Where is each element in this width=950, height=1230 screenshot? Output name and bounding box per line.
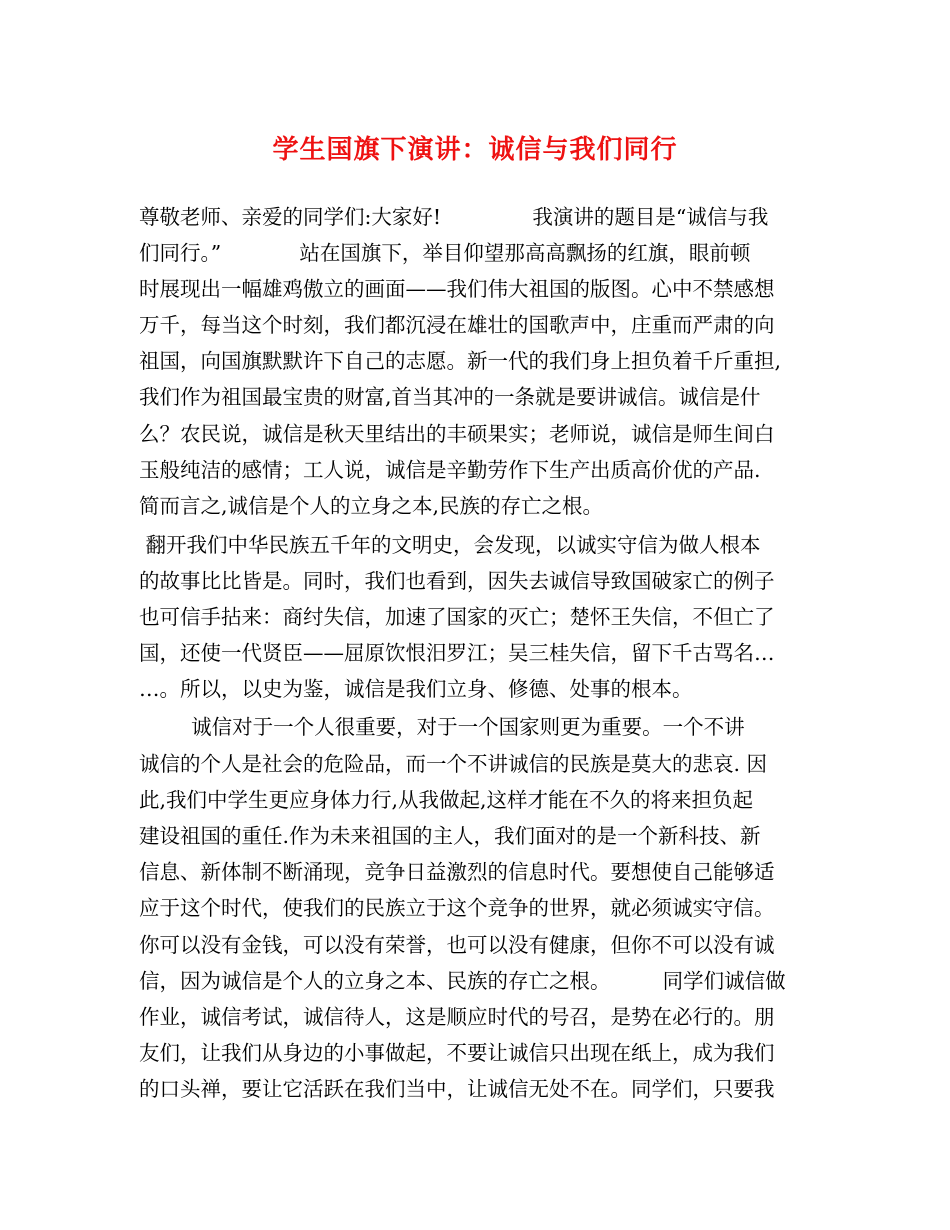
- body-line: 翻开我们中华民族五千年的文明史，会发现，以诚实守信为做人根本: [139, 533, 761, 557]
- body-line: 尊敬老师、亲爱的同学们:大家好! 我演讲的题目是“诚信与我: [139, 205, 769, 229]
- body-line: 诚信对于一个人很重要，对于一个国家则更为重要。一个不讲: [139, 715, 745, 739]
- body-line: 我们作为祖国最宝贵的财富,首当其冲的一条就是要讲诚信。诚信是什: [139, 385, 761, 409]
- body-line: 应于这个时代，使我们的民族立于这个竞争的世界，就必须诚实守信。: [139, 896, 775, 920]
- body-line: 作业，诚信考试，诚信待人，这是顺应时代的号召，是势在必行的。朋: [139, 1005, 775, 1029]
- body-line: 么？农民说，诚信是秋天里结出的丰硕果实；老师说，诚信是师生间白: [139, 422, 775, 446]
- body-line: 此,我们中学生更应身体力行,从我做起,这样才能在不久的将来担负起: [139, 788, 754, 812]
- body-line: 的故事比比皆是。同时，我们也看到，因失去诚信导致国破家亡的例子: [139, 569, 775, 593]
- body-line: 万千，每当这个时刻，我们都沉浸在雄壮的国歌声中，庄重而严肃的向: [139, 313, 775, 337]
- body-line: 祖国，向国旗默默许下自己的志愿。新一代的我们身上担负着千斤重担,: [139, 349, 782, 373]
- body-line: 玉般纯洁的感情；工人说，诚信是辛勤劳作下生产出质高价优的产品.: [139, 458, 761, 482]
- body-line: …。所以，以史为鉴，诚信是我们立身、修德、处事的根本。: [139, 677, 693, 701]
- body-line: 的口头禅，要让它活跃在我们当中，让诚信无处不在。同学们，只要我: [139, 1077, 775, 1101]
- body-line: 建设祖国的重任.作为未来祖国的主人，我们面对的是一个新科技、新: [139, 824, 761, 848]
- body-line: 国，还使一代贤臣——屈原饮恨汨罗江；吴三桂失信，留下千古骂名…: [139, 641, 775, 665]
- body-line: 时展现出一幅雄鸡傲立的画面——我们伟大祖国的版图。心中不禁感想: [139, 277, 775, 301]
- page-title: 学生国旗下演讲：诚信与我们同行: [272, 135, 678, 165]
- body-line: 友们，让我们从身边的小事做起，不要让诚信只出现在纸上，成为我们: [139, 1041, 775, 1065]
- body-line: 诚信的个人是社会的危险品，而一个不讲诚信的民族是莫大的悲哀. 因: [139, 752, 768, 776]
- body-line: 简而言之,诚信是个人的立身之本,民族的存亡之根。: [139, 494, 604, 518]
- body-line: 信息、新体制不断涌现，竞争日益激烈的信息时代。要想使自己能够适: [139, 860, 775, 884]
- body-line: 你可以没有金钱，可以没有荣誉，也可以没有健康，但你不可以没有诚: [139, 933, 775, 957]
- body-line: 们同行。” 站在国旗下，举目仰望那高高飘扬的红旗，眼前顿: [139, 241, 751, 265]
- body-line: 也可信手拈来：商纣失信，加速了国家的灭亡；楚怀王失信，不但亡了: [139, 605, 775, 629]
- body-line: 信，因为诚信是个人的立身之本、民族的存亡之根。 同学们诚信做: [139, 969, 786, 993]
